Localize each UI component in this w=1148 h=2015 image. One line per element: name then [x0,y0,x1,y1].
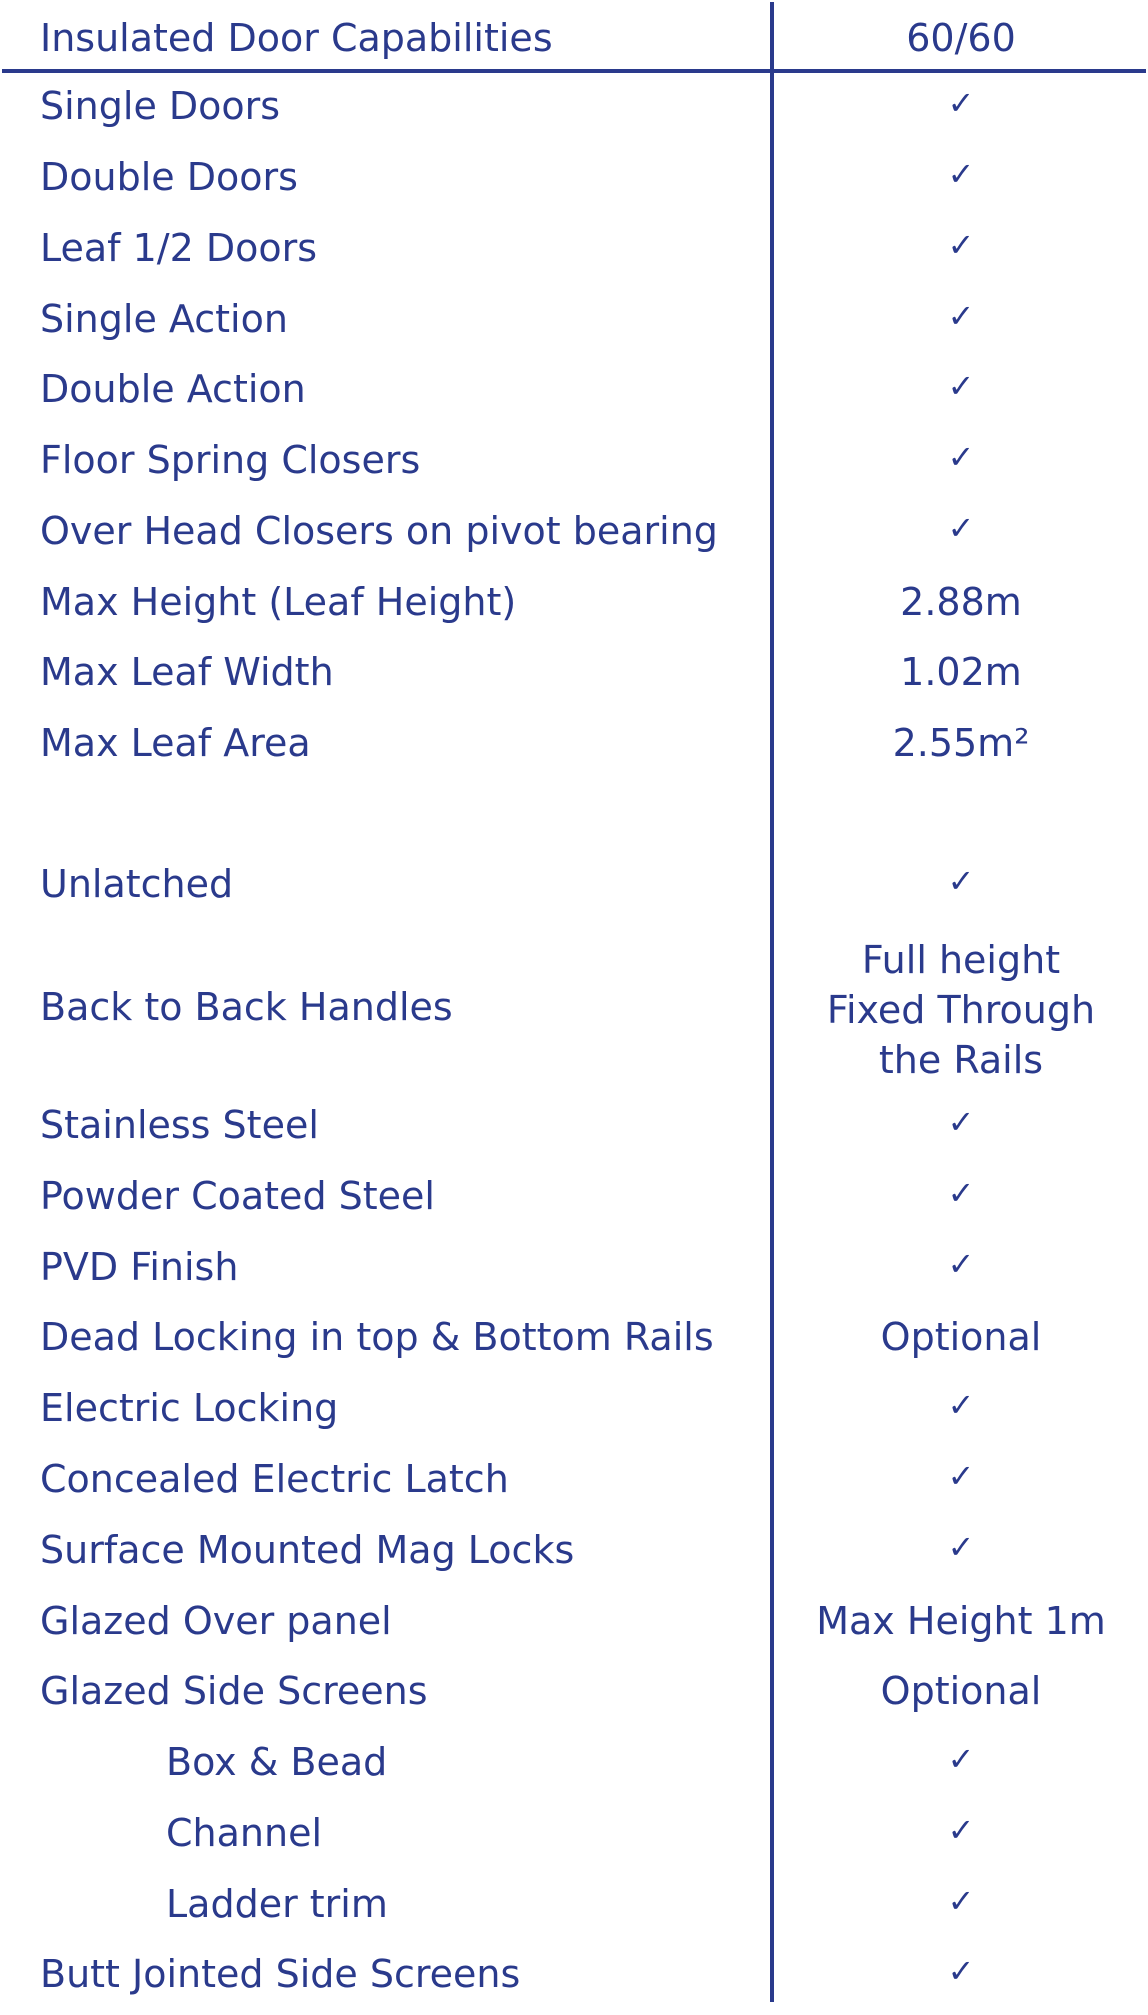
row-label: Single Action [40,297,288,341]
check-icon: ✓ [947,1103,975,1141]
row-label: Max Height (Leaf Height) [40,580,517,624]
row-label: PVD Finish [40,1245,239,1289]
row-label: Floor Spring Closers [40,438,421,482]
row-value: 2.55m² [892,721,1030,765]
header-divider [2,69,1146,73]
row-label: Double Doors [40,155,298,199]
check-icon: ✓ [947,297,975,335]
check-icon: ✓ [947,1740,975,1778]
row-label: Electric Locking [40,1386,339,1430]
row-label: Over Head Closers on pivot bearing [40,509,718,553]
row-value: 1.02m [900,650,1022,694]
check-icon: ✓ [947,509,975,547]
check-icon: ✓ [947,1457,975,1495]
check-icon: ✓ [947,155,975,193]
check-icon: ✓ [947,84,975,122]
row-value: Optional [880,1669,1042,1713]
check-icon: ✓ [947,1245,975,1283]
row-label: Unlatched [40,862,234,906]
row-label: Surface Mounted Mag Locks [40,1528,575,1572]
row-value: Max Height 1m [816,1599,1106,1643]
row-label: Single Doors [40,84,281,128]
check-icon: ✓ [947,1952,975,1990]
row-value-line: Fixed Through [826,988,1096,1032]
row-label: Dead Locking in top & Bottom Rails [40,1315,714,1359]
row-value: 2.88m [900,580,1022,624]
row-label: Powder Coated Steel [40,1174,435,1218]
check-icon: ✓ [947,1528,975,1566]
row-label: Glazed Over panel [40,1599,392,1643]
header-value: 60/60 [906,16,1016,60]
row-label: Back to Back Handles [40,985,453,1029]
row-label: Ladder trim [166,1882,388,1926]
row-label: Channel [166,1811,323,1855]
check-icon: ✓ [947,1811,975,1849]
row-label: Concealed Electric Latch [40,1457,509,1501]
row-label: Max Leaf Area [40,721,311,765]
row-value-line: the Rails [878,1038,1044,1082]
row-label: Double Action [40,367,306,411]
check-icon: ✓ [947,1174,975,1212]
check-icon: ✓ [947,862,975,900]
table-header-row [0,2,1148,74]
row-value-line: Full height [861,938,1061,982]
row-label: Box & Bead [166,1740,388,1784]
check-icon: ✓ [947,1386,975,1424]
row-label: Glazed Side Screens [40,1669,428,1713]
row-label: Butt Jointed Side Screens [40,1952,521,1996]
row-label: Max Leaf Width [40,650,334,694]
check-icon: ✓ [947,226,975,264]
check-icon: ✓ [947,438,975,476]
check-icon: ✓ [947,367,975,405]
header-label: Insulated Door Capabilities [40,16,553,60]
row-label: Leaf 1/2 Doors [40,226,318,270]
row-value [774,935,1148,1085]
row-value: Optional [880,1315,1042,1359]
row-label: Stainless Steel [40,1103,319,1147]
check-icon: ✓ [947,1882,975,1920]
